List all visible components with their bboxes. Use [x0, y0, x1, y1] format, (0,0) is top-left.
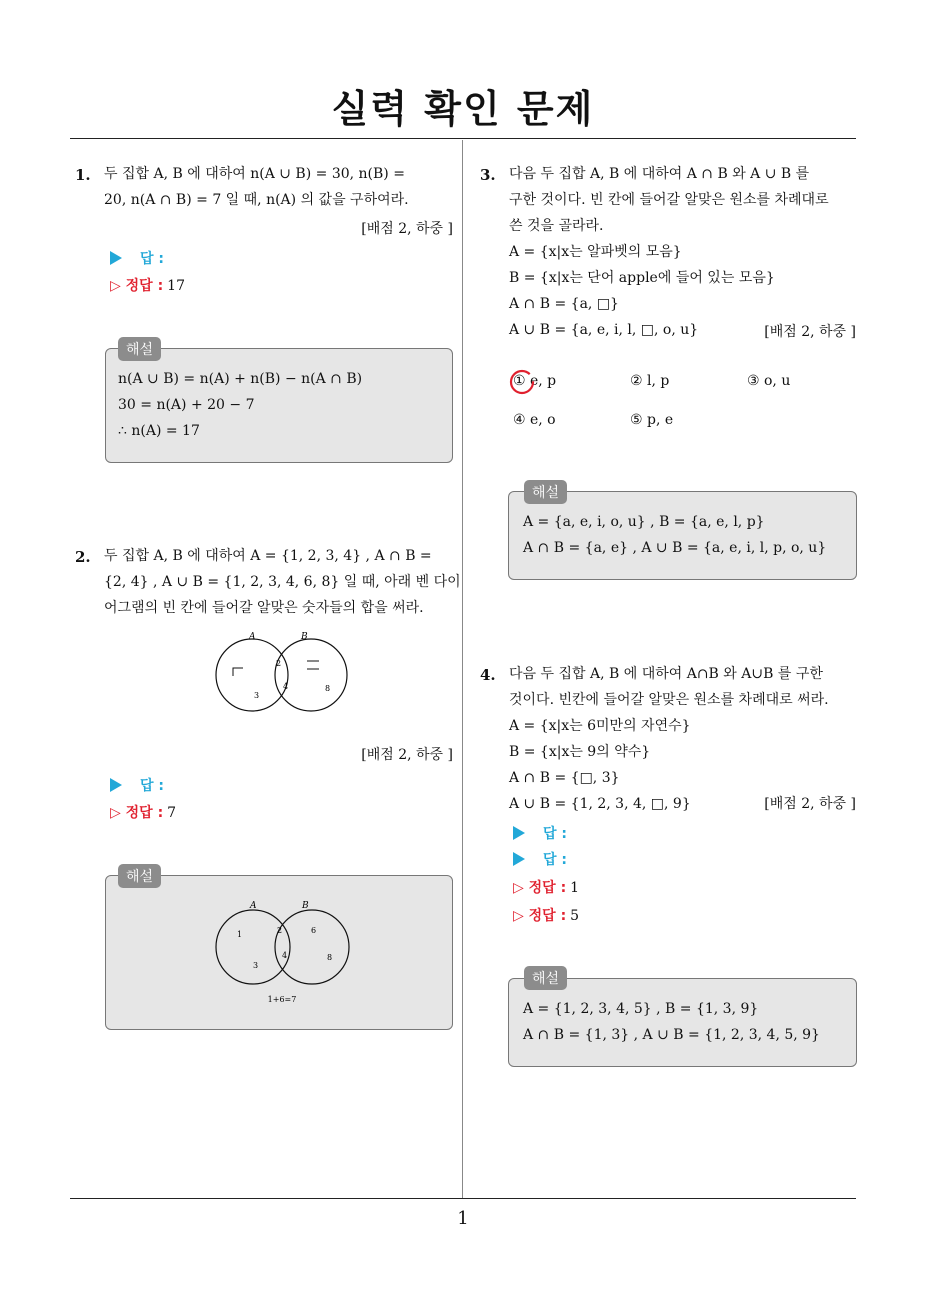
- question-1-score: [배점 2, 하중 ]: [361, 221, 453, 237]
- solution-box-2: [105, 875, 453, 1030]
- question-2-line-1: 두 집합 A, B 에 대하여 A = {1, 2, 3, 4} , A ∩ B =: [104, 548, 432, 564]
- venn-number-6: 6: [311, 926, 317, 935]
- answer-label: 답 :: [140, 251, 164, 267]
- question-number-2: 2.: [75, 548, 91, 566]
- venn-label-a: A: [250, 901, 257, 911]
- correct-answer-value: 7: [167, 805, 177, 821]
- venn-number-4: 4: [282, 951, 288, 960]
- question-4-set-b: B = {x|x는 9의 약수}: [509, 744, 651, 760]
- question-2-score: [배점 2, 하중 ]: [361, 747, 453, 763]
- question-1-answer-prompt: [110, 248, 164, 268]
- question-2-answer-prompt: [110, 775, 164, 795]
- solution-box-3: [508, 491, 857, 580]
- venn-label-b: B: [301, 632, 308, 642]
- solution-tag-1: 해설: [118, 337, 161, 361]
- question-4-score: [배점 2, 하중 ]: [764, 796, 856, 812]
- answer-label: 답 :: [543, 826, 567, 842]
- venn-sum-text: 1+6=7: [267, 995, 297, 1004]
- play-triangle-icon: [110, 251, 122, 265]
- venn-number-4: 4: [283, 682, 289, 691]
- question-4-intersection: A ∩ B = {□, 3}: [509, 770, 620, 786]
- question-2-line-2: {2, 4} , A ∪ B = {1, 2, 3, 4, 6, 8} 일 때, 아래 벤 다이: [104, 574, 461, 590]
- question-1-correct-answer: [110, 275, 185, 295]
- venn-circle-a: [216, 639, 288, 711]
- venn-number-2: 2: [276, 659, 282, 668]
- question-4-union: A ∪ B = {1, 2, 3, 4, □, 9}: [509, 796, 691, 812]
- option-2[interactable]: ② l, p: [630, 373, 670, 389]
- solution-4-line-2: A ∩ B = {1, 3} , A ∪ B = {1, 2, 3, 4, 5, 9}: [523, 1027, 820, 1043]
- column-divider: [462, 140, 463, 1198]
- correct-answer-value: 5: [570, 908, 580, 924]
- correct-answer-label: ▷ 정답 :: [110, 278, 164, 294]
- venn-number-3: 3: [253, 961, 259, 970]
- play-triangle-icon: [513, 826, 525, 840]
- answer-label: 답 :: [140, 778, 164, 794]
- solution-1-line-3: ∴ n(A) = 17: [118, 423, 200, 439]
- play-triangle-icon: [110, 778, 122, 792]
- solution-tag-2: 해설: [118, 864, 161, 888]
- venn-number-8: 8: [325, 684, 331, 693]
- venn-number-8: 8: [327, 953, 333, 962]
- question-2-line-3: 어그램의 빈 칸에 들어갈 알맞은 숫자들의 합을 써라.: [104, 600, 424, 616]
- footer-divider: [70, 1198, 856, 1199]
- venn-number-1: 1: [237, 930, 243, 939]
- question-4-line-2: 것이다. 빈칸에 들어갈 알맞은 원소를 차례대로 써라.: [509, 692, 829, 708]
- question-2-text: [104, 543, 461, 621]
- option-5[interactable]: ⑤ p, e: [630, 412, 674, 428]
- correct-answer-value: 17: [167, 278, 185, 294]
- venn-circle-b: [275, 910, 349, 984]
- question-3-union: A ∪ B = {a, e, i, l, □, o, u}: [509, 322, 699, 338]
- question-3-line-2: 구한 것이다. 빈 칸에 들어갈 알맞은 원소를 차례대로: [509, 192, 829, 208]
- red-circle-mark: [511, 371, 533, 393]
- answer-label: 답 :: [543, 852, 567, 868]
- solution-1-line-1: n(A ∪ B) = n(A) + n(B) − n(A ∩ B): [118, 371, 363, 387]
- question-4-correct-answer-1: [513, 877, 579, 897]
- question-1-line-2: 20, n(A ∩ B) = 7 일 때, n(A) 의 값을 구하여라.: [104, 192, 409, 208]
- question-3-intersection: A ∩ B = {a, □}: [509, 296, 619, 312]
- correct-answer-label: ▷ 정답 :: [110, 805, 164, 821]
- question-4-answer-prompt-2: [513, 849, 567, 869]
- question-4-set-a: A = {x|x는 6미만의 자연수}: [509, 718, 691, 734]
- question-number-3: 3.: [480, 166, 496, 184]
- option-1[interactable]: ① e, p: [513, 373, 557, 389]
- question-3-set-a: A = {x|x는 알파벳의 모음}: [509, 244, 682, 260]
- venn-diagram-solution-2: [206, 896, 356, 1006]
- question-3-text: [509, 161, 829, 343]
- question-3-line-3: 쓴 것을 골라라.: [509, 218, 604, 234]
- header-divider: [70, 138, 856, 139]
- solution-tag-4: 해설: [524, 966, 567, 990]
- venn-diagram-question-2: [205, 628, 355, 723]
- venn-circle-a: [216, 910, 290, 984]
- question-3-score: [배점 2, 하중 ]: [764, 324, 856, 340]
- question-number-4: 4.: [480, 666, 496, 684]
- question-4-line-1: 다음 두 집합 A, B 에 대하여 A∩B 와 A∪B 를 구한: [509, 666, 823, 682]
- blank-box-right: [307, 661, 319, 669]
- question-4-correct-answer-2: [513, 905, 579, 925]
- solution-3-line-2: A ∩ B = {a, e} , A ∪ B = {a, e, i, l, p, o, u}: [523, 540, 827, 556]
- option-4[interactable]: ④ e, o: [513, 412, 556, 428]
- option-3[interactable]: ③ o, u: [747, 373, 791, 389]
- blank-box-left: [233, 668, 243, 676]
- solution-1-line-2: 30 = n(A) + 20 − 7: [118, 397, 255, 413]
- question-3-line-1: 다음 두 집합 A, B 에 대하여 A ∩ B 와 A ∪ B 를: [509, 166, 810, 182]
- venn-number-2: 2: [277, 926, 283, 935]
- selected-answer-circle-icon: [507, 367, 537, 397]
- solution-3-line-1: A = {a, e, i, o, u} , B = {a, e, l, p}: [523, 514, 765, 530]
- venn-circle-b: [275, 639, 347, 711]
- page-number: 1: [457, 1208, 469, 1229]
- correct-answer-label: ▷ 정답 :: [513, 880, 567, 896]
- solution-box-1: [105, 348, 453, 463]
- question-3-set-b: B = {x|x는 단어 apple에 들어 있는 모음}: [509, 270, 775, 286]
- question-number-1: 1.: [75, 166, 91, 184]
- question-1-line-1: 두 집합 A, B 에 대하여 n(A ∪ B) = 30, n(B) =: [104, 166, 405, 182]
- solution-box-4: [508, 978, 857, 1067]
- venn-number-3: 3: [254, 691, 260, 700]
- correct-answer-label: ▷ 정답 :: [513, 908, 567, 924]
- play-triangle-icon: [513, 852, 525, 866]
- page-title: 실력 확인 문제: [331, 87, 595, 131]
- question-4-answer-prompt-1: [513, 823, 567, 843]
- venn-label-b: B: [302, 901, 309, 911]
- venn-label-a: A: [249, 632, 256, 642]
- solution-tag-3: 해설: [524, 480, 567, 504]
- solution-4-line-1: A = {1, 2, 3, 4, 5} , B = {1, 3, 9}: [523, 1001, 759, 1017]
- correct-answer-value: 1: [570, 880, 580, 896]
- question-1-text: [104, 161, 409, 213]
- question-2-correct-answer: [110, 802, 176, 822]
